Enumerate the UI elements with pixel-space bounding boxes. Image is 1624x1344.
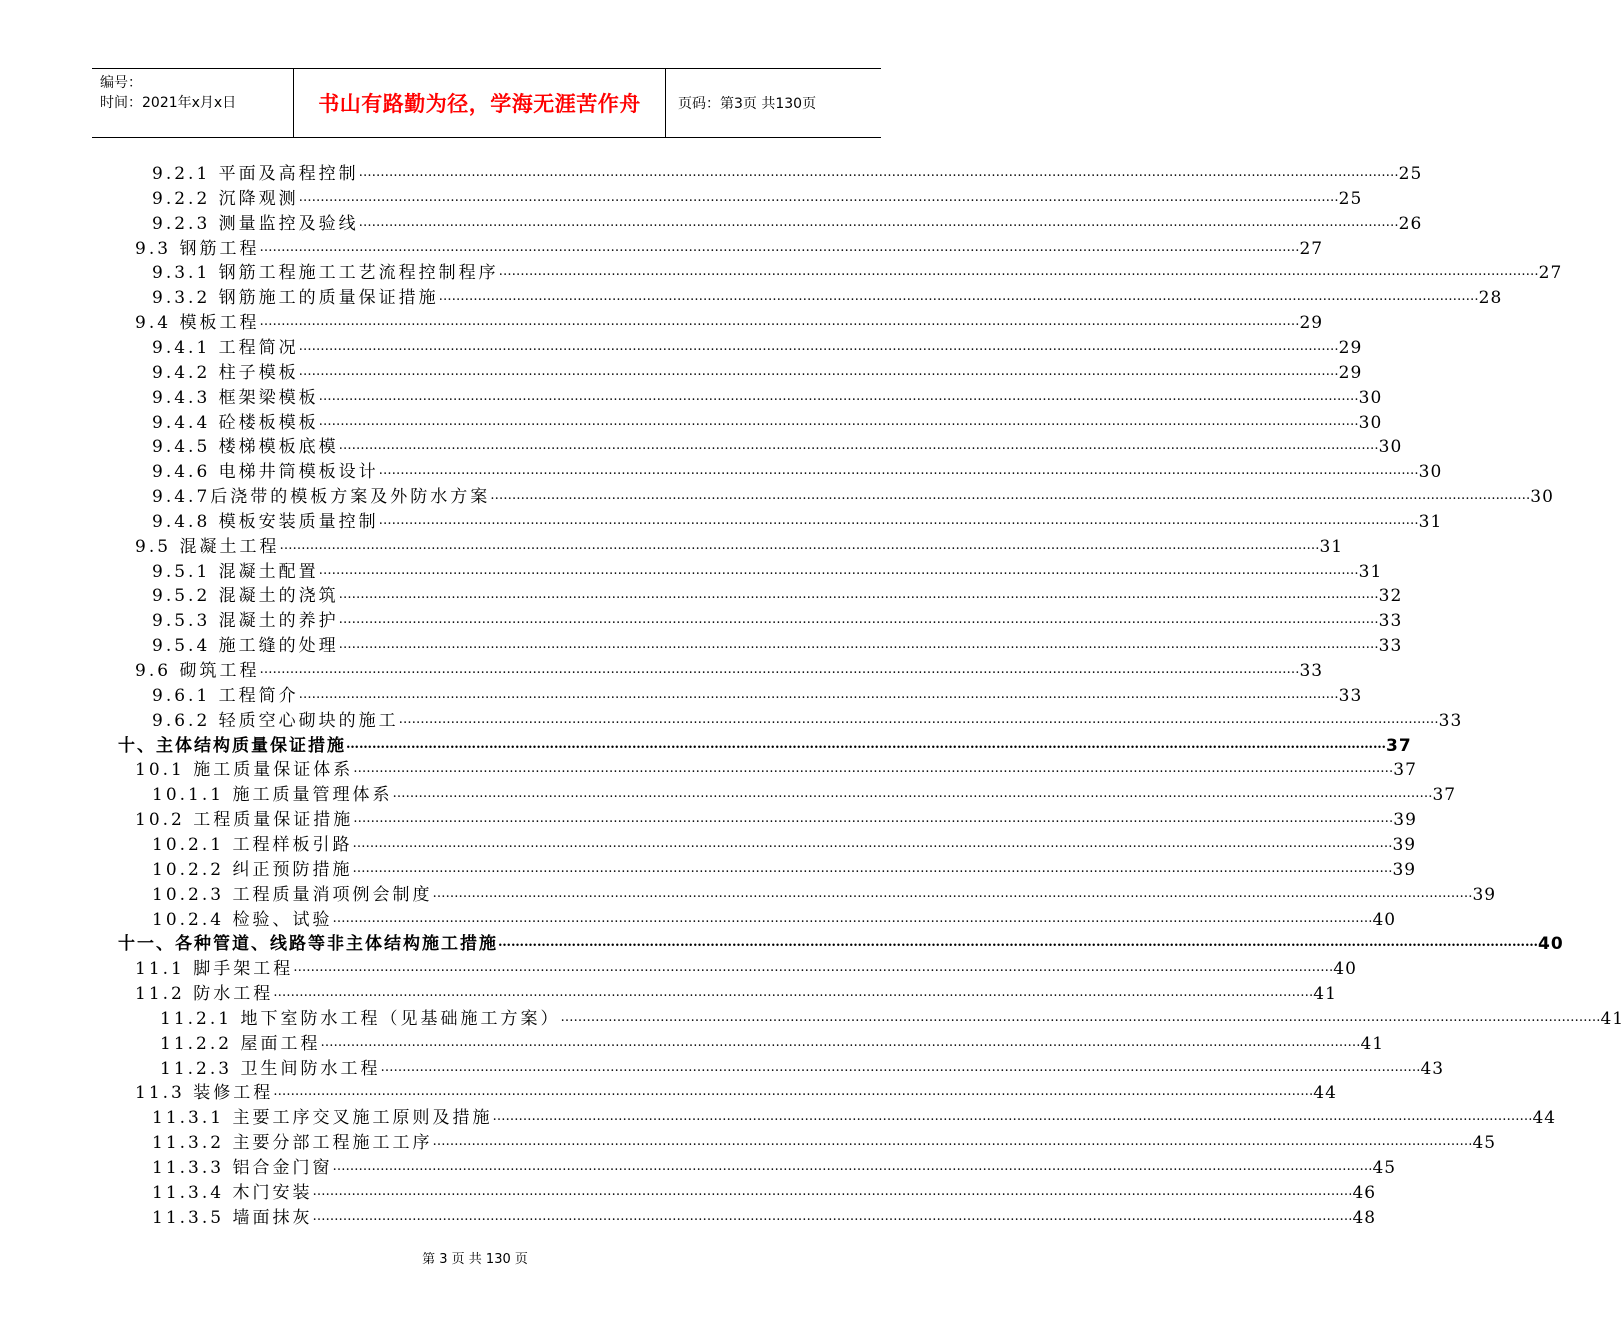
toc-entry: [152, 1104, 1557, 1129]
toc-leader-dots: ……………………………………………………………………………………………………………………………………………………………………………………………………………………: [338, 637, 1379, 653]
toc-entry-title: 11.1 脚手架工程: [135, 959, 294, 980]
toc-entry-page: 25: [1398, 164, 1423, 184]
toc-entry-title: 11.3.2 主要分部工程施工工序: [152, 1133, 433, 1154]
toc-entry-page: 27: [1299, 238, 1324, 259]
toc-entry-page: 45: [1472, 1133, 1497, 1154]
toc-entry-title: 9.3 钢筋工程: [135, 238, 260, 259]
toc-entry-title: 11.2.3 卫生间防水工程: [160, 1058, 381, 1079]
toc-entry: [135, 235, 1324, 259]
toc-entry-page: 41: [1600, 1008, 1624, 1029]
toc-entry-page: 45: [1372, 1158, 1397, 1178]
toc-leader-dots: ……………………………………………………………………………………………………………………………………………………………………………………………………………………: [498, 935, 1538, 951]
toc-entry-title: 11.3.4 木门安装: [152, 1182, 313, 1203]
toc-leader-dots: ……………………………………………………………………………………………………………………………………………………………………………………………………………………: [332, 910, 1373, 926]
toc-entry-title: 9.4.7后浇带的模板方案及外防水方案: [152, 487, 491, 508]
toc-leader-dots: ……………………………………………………………………………………………………………………………………………………………………………………………………………………: [312, 1208, 1353, 1224]
toc-entry-page: 29: [1338, 362, 1363, 383]
toc-entry: [160, 1030, 1385, 1054]
toc-entry-page: 32: [1378, 586, 1403, 607]
toc-entry-page: 44: [1532, 1108, 1557, 1129]
toc-entry-title: 9.3.2 钢筋施工的质量保证措施: [152, 288, 439, 309]
toc-entry-title: 9.4.4 砼楼板模板: [152, 412, 319, 433]
toc-entry-page: 30: [1358, 387, 1383, 408]
toc-entry-title: 十、主体结构质量保证措施: [118, 735, 346, 756]
toc-entry-page: 26: [1398, 213, 1423, 234]
toc-entry-title: 11.3.3 铝合金门窗: [152, 1158, 333, 1178]
toc-entry: [152, 906, 1397, 930]
toc-entry-title: 11.2.2 屋面工程: [160, 1033, 321, 1054]
toc-entry-title: 10.2 工程质量保证措施: [135, 810, 354, 831]
toc-entry: [152, 384, 1383, 408]
header-number-label: 编号：: [100, 75, 142, 91]
toc-entry-title: 10.2.4 检验、试验: [152, 909, 333, 930]
toc-entry-title: 十一、各种管道、线路等非主体结构施工措施: [118, 934, 498, 955]
toc-entry-title: 9.4.6 电梯井筒模板设计: [152, 462, 379, 483]
toc-entry-title: 9.3.1 钢筋工程施工工艺流程控制程序: [152, 263, 499, 284]
toc-leader-dots: ……………………………………………………………………………………………………………………………………………………………………………………………………………………: [298, 686, 1339, 702]
toc-entry-title: 11.3 装修工程: [135, 1083, 274, 1104]
toc-entry-page: 33: [1338, 685, 1363, 706]
toc-entry-page: 33: [1378, 636, 1403, 657]
toc-entry: [152, 632, 1403, 657]
toc-leader-dots: ……………………………………………………………………………………………………………………………………………………………………………………………………………………: [320, 1034, 1361, 1050]
toc-entry-page: 40: [1333, 959, 1357, 980]
toc-leader-dots: ……………………………………………………………………………………………………………………………………………………………………………………………………………………: [560, 1009, 1601, 1025]
toc-entry-page: 48: [1352, 1207, 1377, 1228]
toc-leader-dots: ……………………………………………………………………………………………………………………………………………………………………………………………………………………: [498, 264, 1539, 280]
toc-leader-dots: ……………………………………………………………………………………………………………………………………………………………………………………………………………………: [358, 214, 1399, 230]
toc-entry-page: 39: [1393, 810, 1417, 831]
toc-leader-dots: ……………………………………………………………………………………………………………………………………………………………………………………………………………………: [318, 388, 1359, 404]
toc-entry: [152, 334, 1363, 358]
toc-entry-page: 37: [1393, 760, 1417, 781]
toc-entry-page: 31: [1418, 511, 1443, 532]
toc-entry-title: 9.4.2 柱子模板: [152, 362, 299, 383]
toc-entry-title: 9.6.2 轻质空心砌块的施工: [152, 710, 399, 731]
toc-entry-page: 30: [1418, 462, 1443, 483]
toc-entry: [135, 1079, 1337, 1104]
toc-entry: [152, 881, 1497, 905]
toc-entry-title: 9.5.1 混凝土配置: [152, 561, 319, 582]
toc-entry: [152, 259, 1563, 284]
toc-entry: [160, 1055, 1445, 1079]
toc-entry: [135, 533, 1344, 557]
toc-entry-page: 33: [1438, 710, 1463, 731]
document-header: [92, 68, 881, 138]
toc-leader-dots: ……………………………………………………………………………………………………………………………………………………………………………………………………………………: [492, 1109, 1533, 1125]
toc-entry-title: 11.3.5 墙面抹灰: [152, 1207, 313, 1228]
toc-entry-page: 33: [1378, 611, 1403, 632]
toc-entry: [160, 1005, 1624, 1029]
toc-leader-dots: ……………………………………………………………………………………………………………………………………………………………………………………………………………………: [352, 860, 1393, 876]
toc-entry-title: 9.2.1 平面及高程控制: [152, 164, 359, 184]
header-motto-cell: [294, 69, 666, 137]
toc-entry-page: 37: [1386, 735, 1412, 756]
toc-entry: [152, 856, 1417, 880]
toc-entry: [152, 185, 1363, 209]
toc-entry: [152, 558, 1383, 582]
toc-leader-dots: ……………………………………………………………………………………………………………………………………………………………………………………………………………………: [438, 289, 1479, 305]
toc-entry-page: 28: [1478, 288, 1503, 309]
toc-leader-dots: ……………………………………………………………………………………………………………………………………………………………………………………………………………………: [378, 512, 1419, 528]
toc-leader-dots: ……………………………………………………………………………………………………………………………………………………………………………………………………………………: [279, 537, 1320, 553]
toc-entry: [152, 582, 1403, 607]
toc-entry-title: 9.4.3 框架梁模板: [152, 387, 319, 408]
toc-entry-page: 40: [1538, 934, 1564, 955]
footer-page-number: 第 3 页 共 130 页: [422, 1252, 528, 1267]
toc-entry-title: 10.1 施工质量保证体系: [135, 760, 354, 781]
toc-entry-title: 9.4.5 楼梯模板底模: [152, 437, 339, 458]
toc-entry-title: 9.5.2 混凝土的浇筑: [152, 586, 339, 607]
header-page-label: 页码：第3页 共130页: [678, 96, 817, 112]
toc-entry: [118, 732, 1412, 756]
toc-leader-dots: ……………………………………………………………………………………………………………………………………………………………………………………………………………………: [312, 1183, 1353, 1199]
toc-entry-page: 44: [1313, 1083, 1337, 1104]
toc-leader-dots: ……………………………………………………………………………………………………………………………………………………………………………………………………………………: [380, 1059, 1421, 1075]
toc-leader-dots: ……………………………………………………………………………………………………………………………………………………………………………………………………………………: [338, 587, 1379, 603]
toc-leader-dots: ……………………………………………………………………………………………………………………………………………………………………………………………………………………: [318, 413, 1359, 429]
toc-entry: [152, 831, 1417, 855]
toc-entry-title: 9.2.3 测量监控及验线: [152, 213, 359, 234]
toc-entry-page: 33: [1299, 661, 1324, 681]
toc-leader-dots: ……………………………………………………………………………………………………………………………………………………………………………………………………………………: [273, 985, 1314, 1001]
toc-entry-title: 11.2 防水工程: [135, 984, 274, 1005]
toc-entry-page: 25: [1338, 188, 1363, 209]
toc-entry-page: 39: [1472, 884, 1497, 905]
toc-entry: [152, 458, 1443, 483]
toc-entry-page: 31: [1358, 561, 1383, 582]
toc-leader-dots: ……………………………………………………………………………………………………………………………………………………………………………………………………………………: [490, 488, 1531, 504]
toc-entry-title: 9.4.1 工程简况: [152, 337, 299, 358]
toc-entry: [135, 806, 1417, 831]
toc-entry-page: 30: [1378, 437, 1403, 458]
toc-leader-dots: ……………………………………………………………………………………………………………………………………………………………………………………………………………………: [358, 165, 1399, 180]
toc-leader-dots: ……………………………………………………………………………………………………………………………………………………………………………………………………………………: [353, 761, 1394, 777]
header-motto: 书山有路勤为径，学海无涯苦作舟: [318, 92, 641, 116]
toc-entry-page: 29: [1338, 337, 1363, 358]
toc-entry-page: 39: [1392, 834, 1417, 855]
toc-entry-title: 11.3.1 主要工序交叉施工原则及措施: [152, 1108, 493, 1129]
toc-entry: [135, 955, 1357, 980]
toc-entry: [152, 707, 1463, 731]
toc-leader-dots: ……………………………………………………………………………………………………………………………………………………………………………………………………………………: [332, 1159, 1373, 1174]
toc-leader-dots: ……………………………………………………………………………………………………………………………………………………………………………………………………………………: [298, 189, 1339, 205]
toc-entry-page: 41: [1360, 1033, 1385, 1054]
toc-entry-page: 39: [1392, 859, 1417, 880]
toc-entry: [152, 781, 1457, 806]
toc-entry: [152, 1179, 1377, 1203]
toc-leader-dots: ……………………………………………………………………………………………………………………………………………………………………………………………………………………: [259, 239, 1300, 255]
toc-entry-title: 9.2.2 沉降观测: [152, 188, 299, 209]
toc-entry: [152, 682, 1363, 706]
toc-entry-title: 9.6 砌筑工程: [135, 661, 260, 681]
header-time-label: 时间：2021年x月x日: [100, 95, 237, 111]
toc-entry-title: 9.4.8 模板安装质量控制: [152, 511, 379, 532]
toc-entry: [152, 1204, 1377, 1228]
header-meta-cell: [92, 69, 294, 137]
toc-leader-dots: ……………………………………………………………………………………………………………………………………………………………………………………………………………………: [353, 811, 1394, 827]
toc-entry-title: 9.5.4 施工缝的处理: [152, 636, 339, 657]
toc-entry: [152, 359, 1363, 383]
toc-entry: [152, 210, 1423, 234]
toc-leader-dots: ……………………………………………………………………………………………………………………………………………………………………………………………………………………: [318, 562, 1359, 578]
toc-entry-page: 37: [1432, 785, 1457, 806]
toc-entry-page: 30: [1358, 412, 1383, 433]
toc-leader-dots: ……………………………………………………………………………………………………………………………………………………………………………………………………………………: [346, 736, 1386, 752]
toc-entry: [152, 1154, 1397, 1178]
toc-entry-page: 41: [1313, 984, 1337, 1005]
page-footer: [0, 1248, 950, 1267]
toc-leader-dots: ……………………………………………………………………………………………………………………………………………………………………………………………………………………: [432, 885, 1473, 901]
toc-leader-dots: ……………………………………………………………………………………………………………………………………………………………………………………………………………………: [432, 1134, 1473, 1150]
toc-entry: [135, 756, 1417, 781]
toc-leader-dots: ……………………………………………………………………………………………………………………………………………………………………………………………………………………: [378, 463, 1419, 479]
toc-entry: [135, 980, 1337, 1005]
toc-entry: [152, 1129, 1497, 1154]
toc-entry-title: 11.2.1 地下室防水工程（见基础施工方案）: [160, 1008, 561, 1029]
toc-entry-title: 9.5 混凝土工程: [135, 536, 280, 557]
toc-entry-page: 27: [1538, 263, 1563, 284]
toc-entry: [152, 508, 1443, 532]
toc-entry-page: 43: [1420, 1058, 1445, 1079]
toc-entry-page: 30: [1530, 487, 1554, 508]
header-page-cell: [666, 69, 881, 137]
toc-leader-dots: ……………………………………………………………………………………………………………………………………………………………………………………………………………………: [338, 438, 1379, 454]
toc-leader-dots: ……………………………………………………………………………………………………………………………………………………………………………………………………………………: [298, 338, 1339, 354]
toc-entry: [135, 309, 1324, 334]
toc-leader-dots: ……………………………………………………………………………………………………………………………………………………………………………………………………………………: [352, 835, 1393, 851]
toc-entry-page: 31: [1319, 536, 1344, 557]
toc-leader-dots: ……………………………………………………………………………………………………………………………………………………………………………………………………………………: [259, 314, 1300, 330]
toc-leader-dots: ……………………………………………………………………………………………………………………………………………………………………………………………………………………: [398, 711, 1439, 727]
toc-entry-title: 9.6.1 工程简介: [152, 685, 299, 706]
toc-entry: [118, 930, 1564, 955]
toc-leader-dots: ……………………………………………………………………………………………………………………………………………………………………………………………………………………: [273, 1084, 1314, 1100]
toc-entry: [152, 160, 1423, 184]
toc-entry-page: 46: [1352, 1182, 1377, 1203]
toc-leader-dots: ……………………………………………………………………………………………………………………………………………………………………………………………………………………: [298, 363, 1339, 379]
toc-entry-page: 40: [1372, 909, 1397, 930]
toc-entry: [152, 433, 1403, 458]
toc-entry-title: 10.2.3 工程质量消项例会制度: [152, 884, 433, 905]
toc-entry-title: 10.1.1 施工质量管理体系: [152, 785, 393, 806]
toc-entry: [152, 607, 1403, 632]
toc-entry: [152, 483, 1554, 508]
toc-entry-title: 10.2.2 纠正预防措施: [152, 859, 353, 880]
toc-entry-page: 29: [1299, 313, 1324, 334]
toc-entry: [152, 284, 1503, 309]
toc-entry-title: 9.4 模板工程: [135, 313, 260, 334]
toc-leader-dots: ……………………………………………………………………………………………………………………………………………………………………………………………………………………: [338, 612, 1379, 628]
toc-leader-dots: ……………………………………………………………………………………………………………………………………………………………………………………………………………………: [259, 662, 1300, 677]
toc-entry-title: 9.5.3 混凝土的养护: [152, 611, 339, 632]
toc-leader-dots: ……………………………………………………………………………………………………………………………………………………………………………………………………………………: [392, 786, 1433, 802]
toc-entry-title: 10.2.1 工程样板引路: [152, 834, 353, 855]
toc-entry: [152, 409, 1383, 433]
toc-entry: [135, 657, 1324, 681]
toc-leader-dots: ……………………………………………………………………………………………………………………………………………………………………………………………………………………: [293, 960, 1334, 976]
